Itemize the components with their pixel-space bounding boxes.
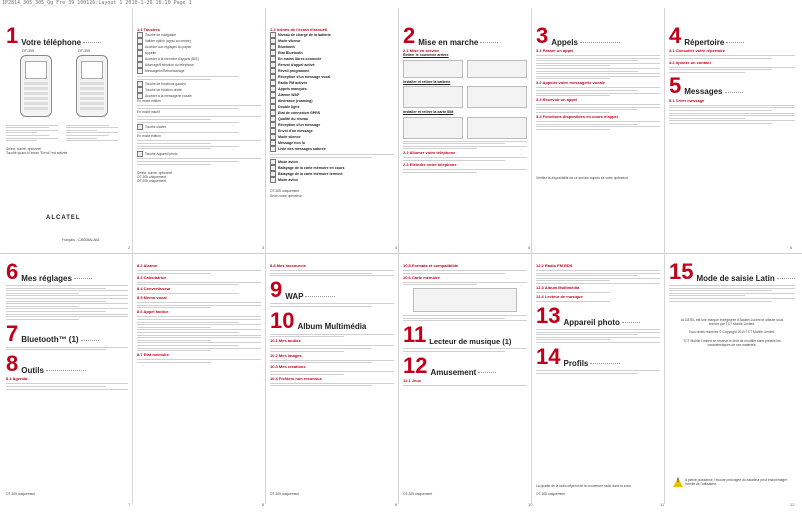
- camera-key-icon: [137, 151, 143, 157]
- icon-label: Appels manqués: [278, 87, 307, 92]
- icon-label: Mode avion: [278, 177, 298, 182]
- subsection-title: 2.1 Mise en service: [403, 48, 440, 53]
- phone-illustration: [20, 55, 52, 117]
- subsection-title: 4.2 Ajouter un contact: [669, 59, 711, 65]
- list-item: En mode édition: [137, 99, 161, 104]
- page-2: [137, 26, 261, 250]
- section-number: 10: [270, 307, 295, 333]
- page-8: [137, 262, 261, 502]
- subsection-title: 8.5 Mémo vocal: [137, 295, 167, 301]
- list-item: Touche clavier: [145, 124, 167, 129]
- note: OT-305 uniquement: [137, 174, 167, 179]
- note: Select, suivre, optionnel: [137, 170, 173, 175]
- column-divider: [132, 8, 133, 504]
- subsection-title: 8.6 Appel factice: [137, 309, 169, 315]
- section-title: Mode de saisie Latin: [696, 273, 775, 283]
- subsection-title: 1.2 Icônes de l'écran d'accueil: [270, 27, 328, 32]
- step-illustration: [403, 86, 463, 108]
- step-title: Retirer le couvercle arrière: [403, 53, 449, 58]
- subsection-title: 10.4 Fichiers non reconnus: [270, 375, 322, 381]
- print-header: IP2814_305_305_Qg_Fre_39_100126:Layout 1 2010-1-26 16:10 Page 1: [2, 0, 192, 6]
- section-number: 11: [403, 322, 427, 348]
- icon-label: Liste des messages saturée: [278, 147, 326, 152]
- subsection-title: 12.1 Jeux: [403, 377, 422, 383]
- subsection-title: 4.1 Consulter votre répertoire: [669, 48, 726, 53]
- list-item: Touche Appareil photo: [145, 151, 178, 156]
- icon-label: Balayage de la carte mémoire terminé: [278, 171, 343, 176]
- subsection-title: 10.6 Carte mémoire: [403, 274, 440, 280]
- memory-card-illustration: [413, 288, 517, 312]
- page-number: 8: [262, 502, 265, 507]
- subsection-title: 8.8 Mes raccourcis: [270, 263, 306, 268]
- section-title: Album Multimédia: [297, 322, 367, 332]
- subsection-title: 5.1 Créer message: [669, 97, 705, 103]
- section-number: 1: [6, 26, 19, 48]
- subsection-title: 12.4 Lecteur de musique: [536, 293, 583, 299]
- page-number: 7: [128, 502, 131, 507]
- note: OT-305 uniquement: [137, 179, 167, 184]
- section-title: Votre téléphone: [21, 37, 82, 47]
- page-9: [270, 262, 394, 502]
- note: OT-305 uniquement: [536, 492, 566, 496]
- subsection-title: 8.4 Convertisseur: [137, 286, 171, 292]
- section-title: Lecteur de musique (1): [429, 336, 512, 346]
- icon-label: En mains libres connecté: [278, 57, 322, 62]
- icon-label: Double ligne: [278, 105, 300, 110]
- airplane-mode-icon: [270, 177, 276, 183]
- subsection-title: 8.7 Etat mémoire: [137, 352, 170, 358]
- step-title: Installer et retirer la carte SIM: [403, 110, 454, 115]
- icon-label: Réception d'un message vocal: [278, 75, 331, 80]
- section-title: Mes réglages: [21, 273, 72, 283]
- page-number: 12: [790, 502, 795, 507]
- icon-label: Alarme WAP: [278, 93, 300, 98]
- section-title: Amusement: [430, 367, 477, 377]
- list-item: En mode édition: [137, 134, 161, 139]
- note: Vérifiez la disponibilité de ce service auprès de votre opérateur.: [536, 175, 629, 180]
- list-item: Accéder à la messagerie vocale: [145, 93, 192, 98]
- icon-label: Mode vibreur: [278, 39, 301, 44]
- page-7: [6, 262, 128, 502]
- subsection-title: 2.2 Allumer votre téléphone: [403, 150, 456, 156]
- list-item: Messagerie/Rétroéclairage: [145, 69, 185, 74]
- step-illustration: [467, 86, 527, 108]
- section-number: 14: [536, 343, 561, 369]
- trademark-text: ALCATEL est une marque enregistrée d'Alcatel-Lucent et utilisée sous licence par TCT Mobile Limited.: [680, 317, 784, 326]
- note: Selon votre opérateur: [270, 193, 302, 198]
- disclaimer-text: TCT Mobile Limited se réserve le droit de modifier sans préavis les caractéristiques de ses matériels.: [683, 338, 781, 348]
- phone-illustration: [76, 55, 108, 117]
- subsection-title: 10.5 Formats et compatibilité: [403, 263, 459, 268]
- page-number: 11: [660, 502, 665, 507]
- section-number: 7: [6, 320, 19, 346]
- subsection-title: 10.1 Mes audios: [270, 338, 301, 344]
- subsection-title: 8.3 Calculatrice: [137, 274, 167, 280]
- note: Touché quant à l'écran "Envoi" est activée: [6, 151, 68, 156]
- section-number: 13: [536, 302, 561, 328]
- page-number: 5: [528, 245, 531, 250]
- list-item: Touche de fonctions gauche: [145, 81, 187, 86]
- note: Select, suivre, optionnel: [6, 146, 42, 151]
- alcatel-logo: ALCATEL: [46, 215, 81, 221]
- step-illustration: [467, 117, 527, 139]
- list-item: Touche de fonction droite: [145, 87, 182, 92]
- page-12: [669, 262, 795, 502]
- row-divider: [0, 253, 802, 254]
- subsection-title: 3.2 Appeler votre messagerie vocale: [536, 80, 605, 86]
- section-number: 15: [669, 262, 694, 284]
- note: OT-305 uniquement: [270, 189, 300, 194]
- section-title: Mise en marche: [418, 37, 479, 47]
- column-divider: [531, 8, 532, 504]
- list-item: Valider option (appui au centre): [145, 39, 191, 44]
- step-title: Installer et retirer la batterie: [403, 79, 451, 84]
- list-item: Touche de navigation: [145, 33, 177, 38]
- note: OT-305 uniquement: [403, 492, 433, 496]
- keypad-icon: [137, 124, 143, 130]
- section-number: 3: [536, 26, 549, 48]
- column-divider: [664, 8, 665, 504]
- subsection-title: 10.2 Mes images: [270, 352, 302, 358]
- column-divider: [398, 8, 399, 504]
- icon-label: Etat de connexion GPRS: [278, 111, 321, 116]
- page-number: 9: [395, 502, 398, 507]
- icon-label: Réception d'un message: [278, 123, 321, 128]
- warning-icon: [673, 478, 683, 487]
- footer-text: Français - CJB305ALAB1: [62, 238, 100, 242]
- list-item: Accéder à la mémoire d'appels (BIS): [145, 57, 199, 62]
- icon-label: Mode silence: [278, 135, 301, 140]
- page-number: 10: [528, 502, 533, 507]
- page-3: [270, 26, 394, 250]
- section-title: Appels: [551, 37, 578, 47]
- list-item: En mode inactif: [137, 110, 160, 115]
- section-title: Profils: [563, 358, 589, 368]
- copyright-text: Tous droits réservés © Copyright 2010 TCT Mobile Limited.: [688, 330, 776, 335]
- subsection-title: 8.1 Agenda: [6, 376, 28, 382]
- section-title: Outils: [21, 365, 44, 375]
- phone-label: OT-305: [78, 49, 90, 53]
- icon-label: Etat Bluetooth: [278, 51, 303, 56]
- page-10: [403, 262, 527, 502]
- message-full-icon: [270, 146, 276, 152]
- page-number: 3: [262, 245, 265, 250]
- subsection-title: 10.3 Mes créations: [270, 364, 306, 370]
- section-title: Messages: [684, 87, 723, 97]
- note: OT-305 uniquement: [270, 492, 300, 496]
- icon-label: Bluetooth: [278, 45, 295, 50]
- icon-label: Envoi d'un message: [278, 129, 313, 134]
- step-illustration: [403, 117, 463, 139]
- warning-text: A pleine puissance, l'écoute prolongée du baladeur peut endommager l'oreille de l'utilisateur.: [685, 478, 788, 487]
- page-5: [536, 26, 660, 250]
- icon-label: Balayage de la carte mémoire en cours: [278, 165, 345, 170]
- subsection-title: 3.4 Fonctions disponibles en cours d'appel: [536, 113, 618, 119]
- page-4: [403, 26, 527, 250]
- list-item: Accéder aux réglages du papier: [145, 45, 192, 50]
- section-title: WAP: [285, 291, 304, 301]
- phone-label: OT-305: [22, 49, 34, 53]
- section-title: Appareil photo: [563, 317, 620, 327]
- subsection-title: 1.1 Touches: [137, 27, 160, 32]
- subsection-title: 8.2 Alarme: [137, 263, 158, 268]
- icon-label: Itinérance (roaming): [278, 99, 313, 104]
- section-number: 6: [6, 262, 19, 284]
- icon-label: Mode avion: [278, 159, 298, 164]
- page-1: [6, 26, 131, 250]
- message-key-icon: [137, 68, 143, 74]
- section-number: 8: [6, 351, 19, 377]
- section-number: 12: [403, 352, 428, 378]
- page-11: [536, 262, 660, 502]
- section-title: Répertoire: [684, 37, 725, 47]
- section-number: 2: [403, 26, 416, 48]
- step-illustration: [467, 60, 527, 78]
- list-item: Allumage/Extinction du téléphone: [145, 63, 194, 68]
- page-6: [669, 26, 795, 250]
- section-title: Bluetooth™ (1): [21, 335, 79, 345]
- icon-label: Qualité du réseau: [278, 117, 309, 122]
- list-item: Appeler: [145, 51, 157, 56]
- icon-label: Message non lu: [278, 141, 305, 146]
- page-number: 2: [128, 245, 131, 250]
- note: OT-305 uniquement: [6, 492, 36, 496]
- note: La qualité de la radio dépend de la couverture radio dans la zone: [536, 484, 631, 488]
- subsection-title: 12.3 Album Multimédia: [536, 284, 580, 290]
- icon-label: Niveau de charge de la batterie: [278, 33, 331, 38]
- subsection-title: 2.3 Eteindre votre téléphone: [403, 162, 457, 167]
- column-divider: [265, 8, 266, 504]
- subsection-title: 3.1 Passer un appel: [536, 48, 574, 53]
- section-number: 4: [669, 26, 682, 48]
- step-illustration: [403, 60, 463, 78]
- page-number: 4: [395, 245, 398, 250]
- icon-label: Radio FM activée: [278, 81, 308, 86]
- icon-label: Renvoi d'appel activé: [278, 63, 315, 68]
- section-number: 9: [270, 277, 283, 303]
- subsection-title: 3.3 Recevoir un appel: [536, 97, 578, 103]
- page-number: 6: [790, 245, 793, 250]
- icon-label: Réveil programmé: [278, 69, 310, 74]
- section-number: 5: [669, 72, 682, 98]
- subsection-title: 12.2 Radio FM RDS: [536, 263, 573, 268]
